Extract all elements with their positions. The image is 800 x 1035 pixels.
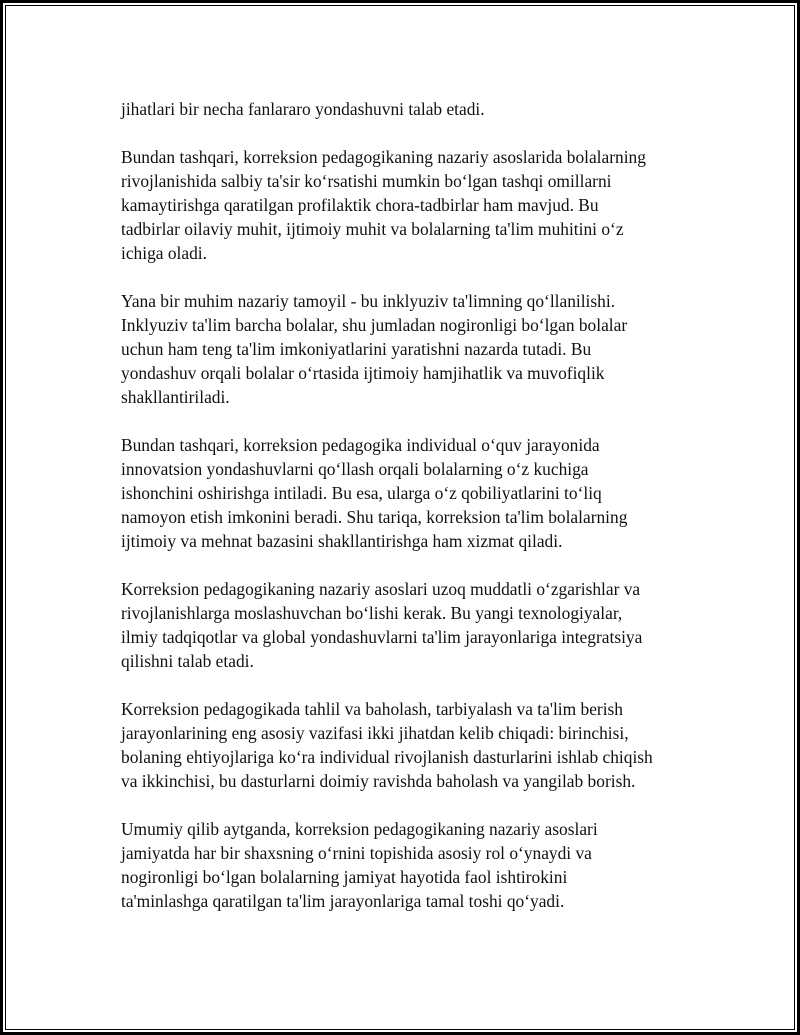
paragraph-4: Bundan tashqari, korreksion pedagogika individual o‘quv jarayonida innovatsion yondashuvlarni qo‘llash orqali bolalarning o‘z kuchiga ishonchini oshirishga intiladi. Bu esa, ularga o‘z qobiliyatlarini to‘liq namoyon etish imkonini beradi. Shu tariqa, korreksion ta'lim bolalarning ijtimoiy va mehnat bazasini shakllantirishga ham xizmat qiladi. <box>121 435 628 551</box>
paragraph-3: Yana bir muhim nazariy tamoyil - bu inklyuziv ta'limning qo‘llanilishi. Inklyuziv ta'lim barcha bolalar, shu jumladan nogironligi bo‘lgan bolalar uchun ham teng ta'lim imkoniyatlarini yaratishni nazarda tutadi. Bu yondashuv orqali bolalar o‘rtasida ijtimoiy hamjihatlik va muvofiqlik shakllantiriladi. <box>121 291 628 407</box>
document-body <box>121 97 696 937</box>
paragraph-2: Bundan tashqari, korreksion pedagogikaning nazariy asoslarida bolalarning rivojlanishida salbiy ta'sir ko‘rsatishi mumkin bo‘lgan tashqi omillarni kamaytirishga qaratilgan profilaktik chora-tadbirlar ham mavjud. Bu tadbirlar oilaviy muhit, ijtimoiy muhit va bolalarning ta'lim muhitini o‘z ichiga oladi. <box>121 147 646 263</box>
paragraph-6: Korreksion pedagogikada tahlil va baholash, tarbiyalash va ta'lim berish jarayonlarining eng asosiy vazifasi ikki jihatdan kelib chiqadi: birinchisi, bolaning ehtiyojlariga ko‘ra individual rivojlanish dasturlarini ishlab chiqish va ikkinchisi, bu dasturlarni doimiy ravishda baholash va yangilab borish. <box>121 699 653 791</box>
paragraph-7: Umumiy qilib aytganda, korreksion pedagogikaning nazariy asoslari jamiyatda har bir shaxsning o‘rnini topishida asosiy rol o‘ynaydi va nogironligi bo‘lgan bolalarning jamiyat hayotida faol ishtirokini ta'minlashga qaratilgan ta'lim jarayonlariga tamal toshi qo‘yadi. <box>121 819 598 911</box>
paragraph-1: jihatlari bir necha fanlararo yondashuvni talab etadi. <box>121 99 485 119</box>
paragraph-5: Korreksion pedagogikaning nazariy asoslari uzoq muddatli o‘zgarishlar va rivojlanishlarga moslashuvchan bo‘lishi kerak. Bu yangi texnologiyalar, ilmiy tadqiqotlar va global yondashuvlarni ta'lim jarayonlariga integratsiya qilishni talab etadi. <box>121 579 643 671</box>
